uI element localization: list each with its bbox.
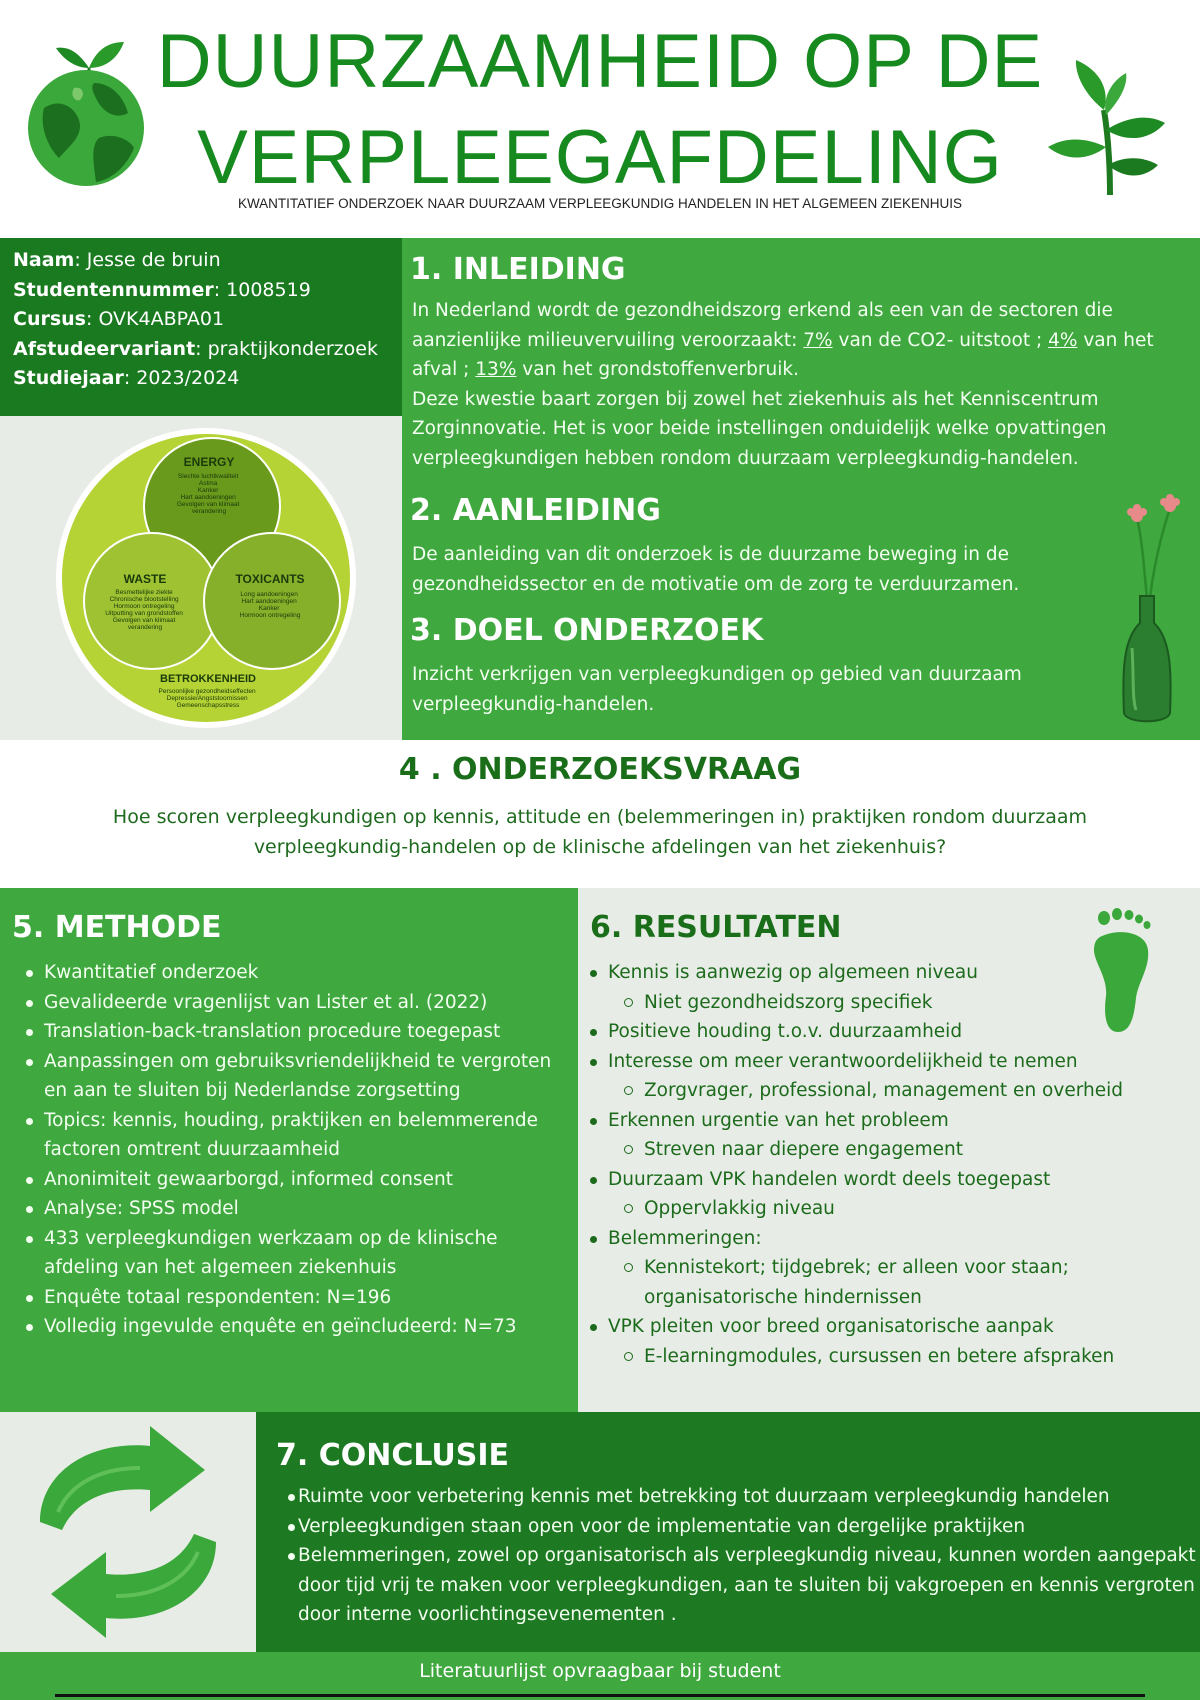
list-item: Ruimte voor verbetering kennis met betrekking tot duurzaam verpleegkundig handelen [276,1482,1196,1512]
list-item: Kennis is aanwezig op algemeen niveau [578,958,1178,988]
list-subitem: Oppervlakkig niveau [578,1194,1178,1224]
venn-energy-label: ENERGY [183,455,235,469]
list-item: Verpleegkundigen staan open voor de implementatie van dergelijke praktijken [276,1512,1196,1542]
list-subitem: E-learningmodules, cursussen en betere afspraken [578,1342,1178,1372]
list-item: Belemmeringen, zowel op organisatorisch als verpleegkundig niveau, kunnen worden aangepakt door tijd vrij te maken voor verpleegkundigen, aan te sluiten bij vakgroepen en kennis vergroten door interne voorlichtingsevenementen . [276,1541,1196,1630]
student-number: Studentennummer: 1008519 [13,278,311,301]
methode-panel [0,888,578,1412]
list-item: VPK pleiten voor breed organisatorische aanpak [578,1312,1178,1342]
page-title [150,14,1050,206]
venn-involvement-items: Persoonlijke gezondheidseffecten Depressie/Angststoornissen Gemeenschapsstress [158,688,256,709]
page-subtitle: KWANTITATIEF ONDERZOEK NAAR DUURZAAM VERPLEEGKUNDIG HANDELEN IN HET ALGEMEEN ZIEKENHUIS [237,196,963,211]
footer-divider [55,1694,1145,1697]
list-subitem: Niet gezondheidszorg specifiek [578,988,1178,1018]
stat-resources: 13% [475,359,517,380]
venn-involvement-label: BETROKKENHEID [160,673,256,685]
student-name: Naam: Jesse de bruin [13,249,221,271]
list-item: Volledig ingevulde enquête en geïncludeerd: N=73 [14,1312,554,1342]
methode-list [14,958,554,1342]
section-heading-resultaten: 6. RESULTATEN [590,910,842,945]
list-item: Kwantitatief onderzoek [14,958,554,988]
sustainability-venn-diagram [0,416,402,740]
intro-panel [402,238,1200,740]
section-heading-aanleiding: 2. AANLEIDING [410,493,661,528]
student-course: Cursus: OVK4ABPA01 [13,308,225,330]
inleiding-text: In Nederland wordt de gezondheidszorg erkend als een van de sectoren die aanzienlijke milieuvervuiling veroorzaakt: 7% van de CO2- uitstoot ; 4% van het afval ; 13% van het grondstoffenverbruik. Deze kwestie baart zorgen bij zowel het ziekenhuis als het Kenniscentrum Zorginnovatie. Het is voor beide instellingen onduidelijk welke opvattingen verpleegkundigen hebben rondom duurzaam verpleegkundig-handelen. [412,300,1154,469]
research-question-text: Hoe scoren verpleegkundigen op kennis, attitude en (belemmeringen in) praktijken rondom duurzaam verpleegkundig-handelen op de klinische afdelingen van het ziekenhuis? [112,806,1088,858]
student-year: Studiejaar: 2023/2024 [13,367,240,389]
footer-text: Literatuurlijst opvraagbaar bij student [419,1660,781,1682]
list-item: Interesse om meer verantwoordelijkheid te nemen [578,1047,1178,1077]
list-item: 433 verpleegkundigen werkzaam op de klinische afdeling van het algemeen ziekenhuis [14,1224,554,1283]
list-item: Anonimiteit gewaarborgd, informed consent [14,1165,554,1195]
list-item: Topics: kennis, houding, praktijken en belemmerende factoren omtrent duurzaamheid [14,1106,554,1165]
recycle-panel [0,1412,256,1652]
section-heading-methode: 5. METHODE [12,910,222,945]
list-item: Belemmeringen: [578,1224,1178,1254]
list-item: Enquête totaal respondenten: N=196 [14,1283,554,1313]
stat-co2: 7% [803,329,833,351]
list-item: Erkennen urgentie van het probleem [578,1106,1178,1136]
list-item: Positieve houding t.o.v. duurzaamheid [578,1017,1178,1047]
student-info-panel [0,238,402,416]
section-heading-inleiding: 1. INLEIDING [410,252,626,287]
plant-sprout-icon [1040,55,1180,195]
resultaten-list [578,958,1178,1371]
flower-vase-icon [1102,488,1192,728]
conclusie-panel [256,1412,1200,1652]
venn-panel [0,416,402,740]
doel-text: Inzicht verkrijgen van verpleegkundigen op gebied van duurzaam verpleegkundig-handelen. [412,664,1022,715]
list-item: Gevalideerde vragenlijst van Lister et al. (2022) [14,988,554,1018]
aanleiding-text: De aanleiding van dit onderzoek is de duurzame beweging in de gezondheidssector en de motivatie om de zorg te verduurzamen. [412,544,1020,595]
conclusie-list [276,1482,1196,1630]
page-title-line1: DUURZAAMHEID OP DE [156,19,1044,104]
list-item: Analyse: SPSS model [14,1194,554,1224]
globe-icon [24,28,154,188]
resultaten-panel [578,888,1200,1412]
section-heading-conclusie: 7. CONCLUSIE [276,1438,510,1473]
list-item: Translation-back-translation procedure toegepast [14,1017,554,1047]
list-subitem: Streven naar diepere engagement [578,1135,1178,1165]
venn-waste-items: Besmettelijke ziekte Chronische blootstelling Hormoon ontregeling Uitputting van grondstoffen Gevolgen van klimaat verandering [105,589,183,631]
venn-energy-items: Slechte luchtkwaliteit Astma Kanker Hart aandoeningen Gevolgen van klimaat verandering [176,473,240,515]
list-subitem: Zorgvrager, professional, management en overheid [578,1076,1178,1106]
section-heading-onderzoeksvraag: 4 . ONDERZOEKSVRAAG [398,752,802,787]
section-heading-doel: 3. DOEL ONDERZOEK [410,613,764,648]
recycle-arrows-icon [0,1412,256,1652]
list-item: Duurzaam VPK handelen wordt deels toegepast [578,1165,1178,1195]
student-variant: Afstudeervariant: praktijkonderzoek [13,337,378,360]
venn-waste-label: WASTE [123,572,167,586]
page-title-line2: VERPLEEGAFDELING [197,115,1003,200]
venn-toxicants-items: Long aandoeningen Hart aandoeningen Kanker Hormoon ontregeling [239,591,301,619]
list-subitem: Kennistekort; tijdgebrek; er alleen voor staan; organisatorische hindernissen [578,1253,1178,1312]
list-item: Aanpassingen om gebruiksvriendelijkheid te vergroten en aan te sluiten bij Nederlandse zorgsetting [14,1047,554,1106]
venn-toxicants-label: TOXICANTS [235,572,305,586]
stat-waste: 4% [1048,329,1078,351]
